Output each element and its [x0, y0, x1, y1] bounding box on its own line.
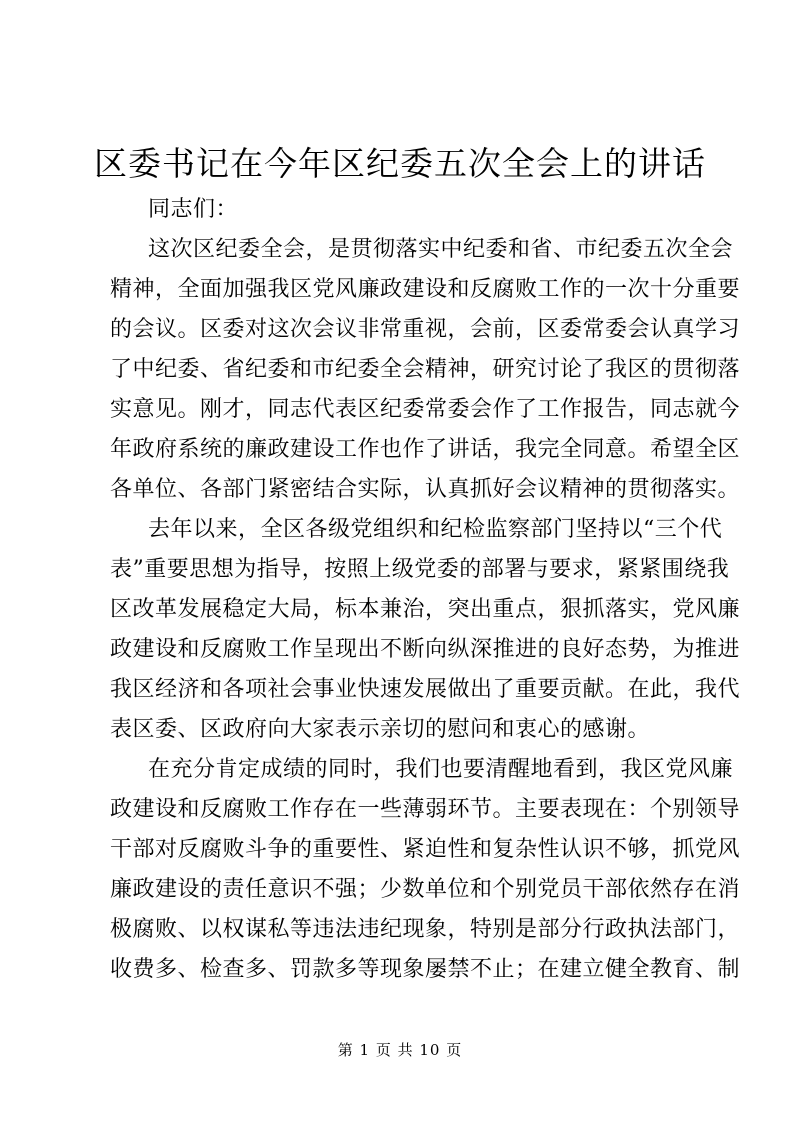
paragraph-line: 实意见。刚才，同志代表区纪委常委会作了工作报告，同志就今 [110, 397, 741, 422]
paragraph-line: 精神，全面加强我区党风廉政建设和反腐败工作的一次十分重要 [110, 277, 741, 302]
paragraph-line: 干部对反腐败斗争的重要性、紧迫性和复杂性认识不够，抓党风 [110, 837, 741, 862]
paragraph-line: 在充分肯定成绩的同时，我们也要清醒地看到，我区党风廉 [148, 757, 734, 782]
paragraph-line: 表区委、区政府向大家表示亲切的慰问和衷心的感谢。 [110, 717, 651, 742]
paragraph-line: 表”重要思想为指导，按照上级党委的部署与要求，紧紧围绕我 [110, 557, 730, 582]
page-number-footer: 第 1 页 共 10 页 [337, 1041, 463, 1059]
paragraph-line: 政建设和反腐败工作呈现出不断向纵深推进的良好态势，为推进 [110, 637, 741, 662]
paragraph-line: 年政府系统的廉政建设工作也作了讲话，我完全同意。希望全区 [110, 437, 741, 462]
paragraph-line: 收费多、检查多、罚款多等现象屡禁不止；在建立健全教育、制 [110, 957, 741, 982]
document-title: 区委书记在今年区纪委五次全会上的讲话 [94, 144, 706, 183]
paragraph-line: 各单位、各部门紧密结合实际，认真抓好会议精神的贯彻落实。 [110, 477, 741, 502]
paragraph-line: 的会议。区委对这次会议非常重视，会前，区委常委会认真学习 [110, 317, 741, 342]
paragraph-line: 我区经济和各项社会事业快速发展做出了重要贡献。在此，我代 [110, 677, 741, 702]
paragraph-line: 区改革发展稳定大局，标本兼治，突出重点，狠抓落实，党风廉 [110, 597, 741, 622]
paragraph-line: 了中纪委、省纪委和市纪委全会精神，研究讨论了我区的贯彻落 [110, 357, 741, 382]
paragraph-line: 政建设和反腐败工作存在一些薄弱环节。主要表现在：个别领导 [110, 797, 741, 822]
document-body [110, 190, 741, 990]
paragraph-line: 去年以来，全区各级党组织和纪检监察部门坚持以“三个代 [148, 517, 723, 542]
paragraph-line: 这次区纪委全会，是贯彻落实中纪委和省、市纪委五次全会 [148, 237, 734, 262]
paragraph-line: 极腐败、以权谋私等违法违纪现象，特别是部分行政执法部门， [110, 917, 741, 942]
salutation-line: 同志们： [148, 197, 239, 222]
paragraph-line: 廉政建设的责任意识不强；少数单位和个别党员干部依然存在消 [110, 877, 741, 902]
